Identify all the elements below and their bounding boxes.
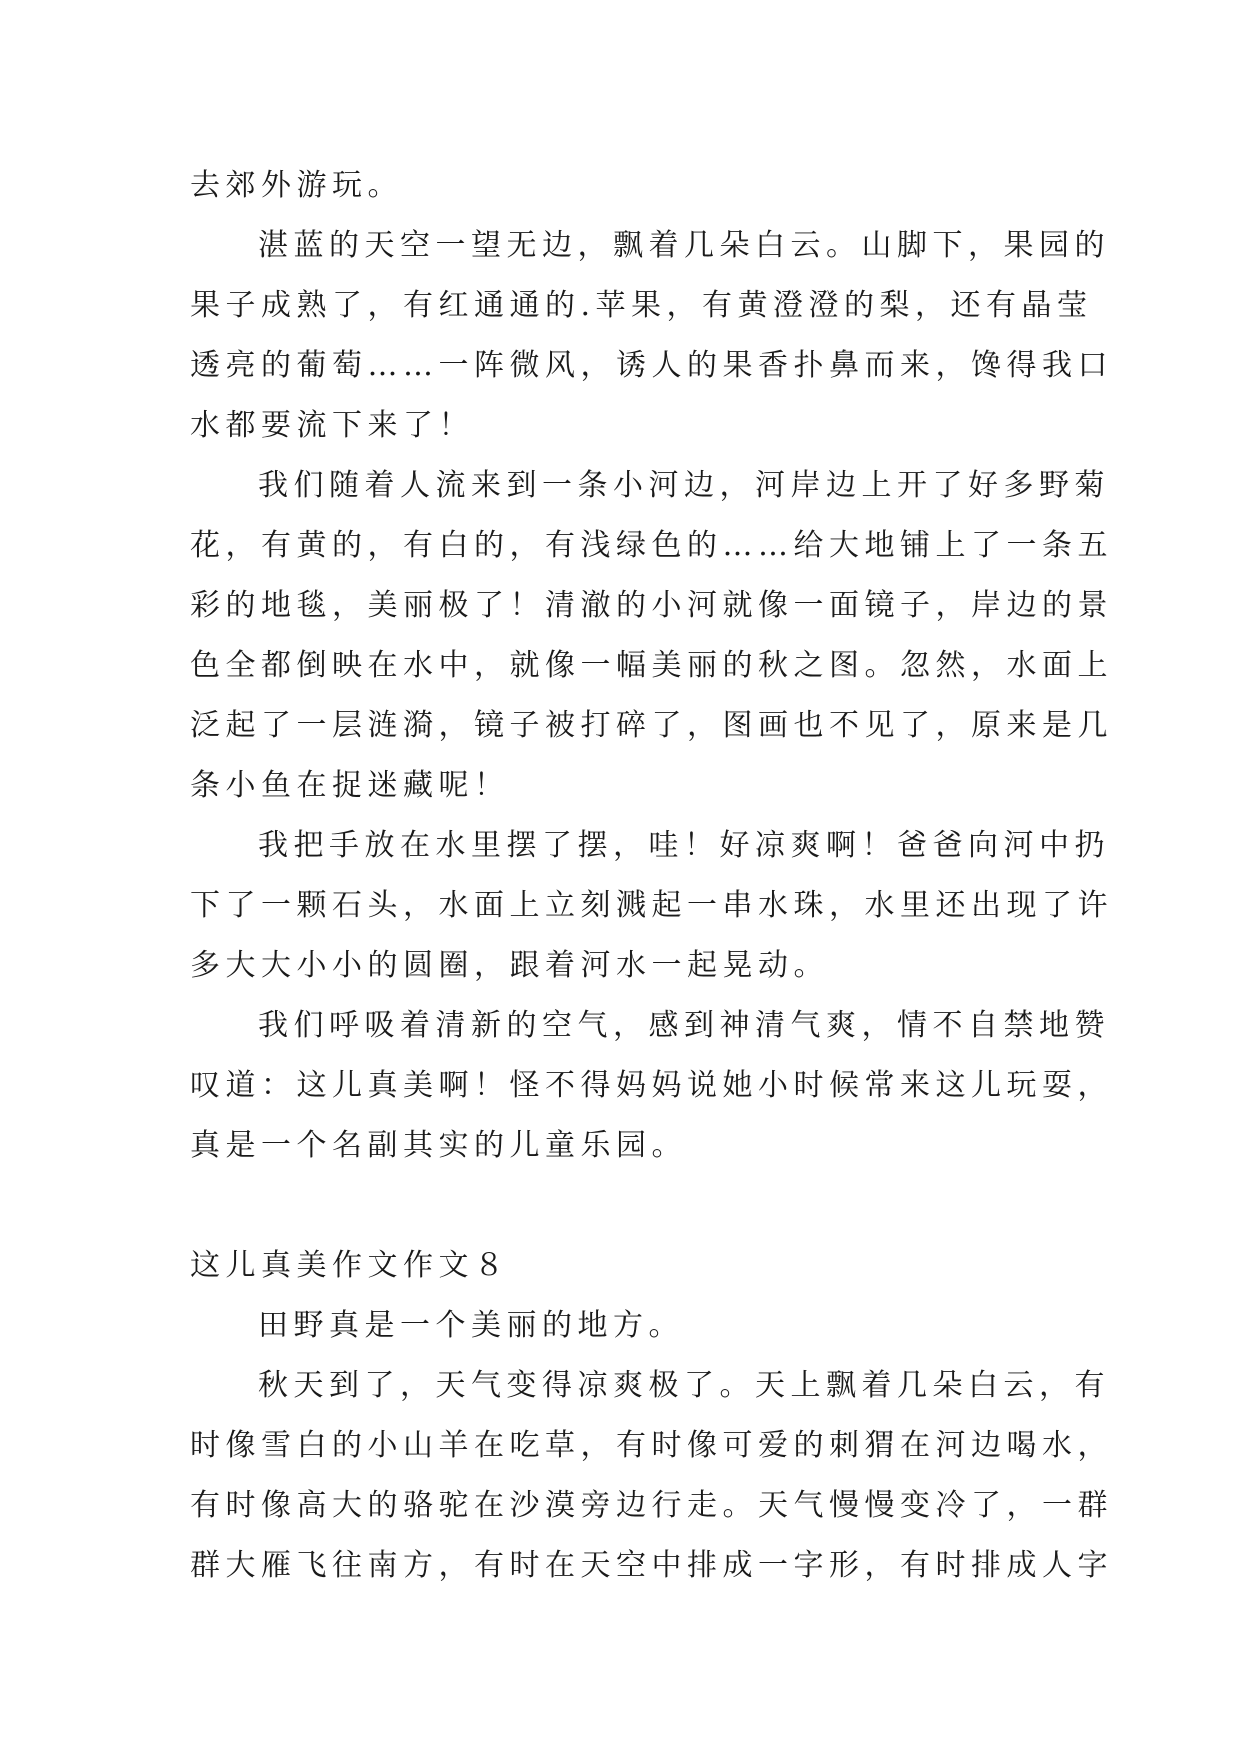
text-line: 有时像高大的骆驼在沙漠旁边行走。天气慢慢变冷了，一群	[190, 1488, 1113, 1523]
text-line: 水都要流下来了！	[190, 408, 474, 443]
paragraph-first-line: 湛蓝的天空一望无边，飘着几朵白云。山脚下，果园的	[258, 228, 1110, 263]
text-line: 叹道：这儿真美啊！怪不得妈妈说她小时候常来这儿玩耍，	[190, 1068, 1113, 1103]
text-line: 透亮的葡萄……一阵微风，诱人的果香扑鼻而来，馋得我口	[190, 348, 1113, 383]
section-heading: 这儿真美作文作文８	[190, 1248, 510, 1283]
paragraph-first-line: 我把手放在水里摆了摆，哇！好凉爽啊！爸爸向河中扔	[258, 828, 1110, 863]
text-line: 时像雪白的小山羊在吃草，有时像可爱的刺猬在河边喝水，	[190, 1428, 1113, 1463]
text-line: 多大大小小的圆圈，跟着河水一起晃动。	[190, 948, 829, 983]
text-line: 真是一个名副其实的儿童乐园。	[190, 1128, 687, 1163]
text-line: 群大雁飞往南方，有时在天空中排成一字形，有时排成人字	[190, 1548, 1113, 1583]
text-line: 泛起了一层涟漪，镜子被打碎了，图画也不见了，原来是几	[190, 708, 1113, 743]
text-line: 色全都倒映在水中，就像一幅美丽的秋之图。忽然，水面上	[190, 648, 1113, 683]
text-line: 花，有黄的，有白的，有浅绿色的……给大地铺上了一条五	[190, 528, 1113, 563]
paragraph-first-line: 秋天到了，天气变得凉爽极了。天上飘着几朵白云，有	[258, 1368, 1110, 1403]
section-gap	[190, 1176, 1060, 1236]
text-line: 果子成熟了，有红通通的.苹果，有黄澄澄的梨，还有晶莹	[190, 288, 1093, 323]
text-line: 去郊外游玩。	[190, 168, 403, 203]
text-line: 彩的地毯，美丽极了！清澈的小河就像一面镜子，岸边的景	[190, 588, 1113, 623]
text-line: 条小鱼在捉迷藏呢！	[190, 768, 510, 803]
paragraph-first-line: 田野真是一个美丽的地方。	[258, 1308, 684, 1343]
paragraph-first-line: 我们随着人流来到一条小河边，河岸边上开了好多野菊	[258, 468, 1110, 503]
paragraph-first-line: 我们呼吸着清新的空气，感到神清气爽，情不自禁地赞	[258, 1008, 1110, 1043]
text-line: 下了一颗石头，水面上立刻溅起一串水珠，水里还出现了许	[190, 888, 1113, 923]
essay-text	[190, 156, 1113, 1596]
